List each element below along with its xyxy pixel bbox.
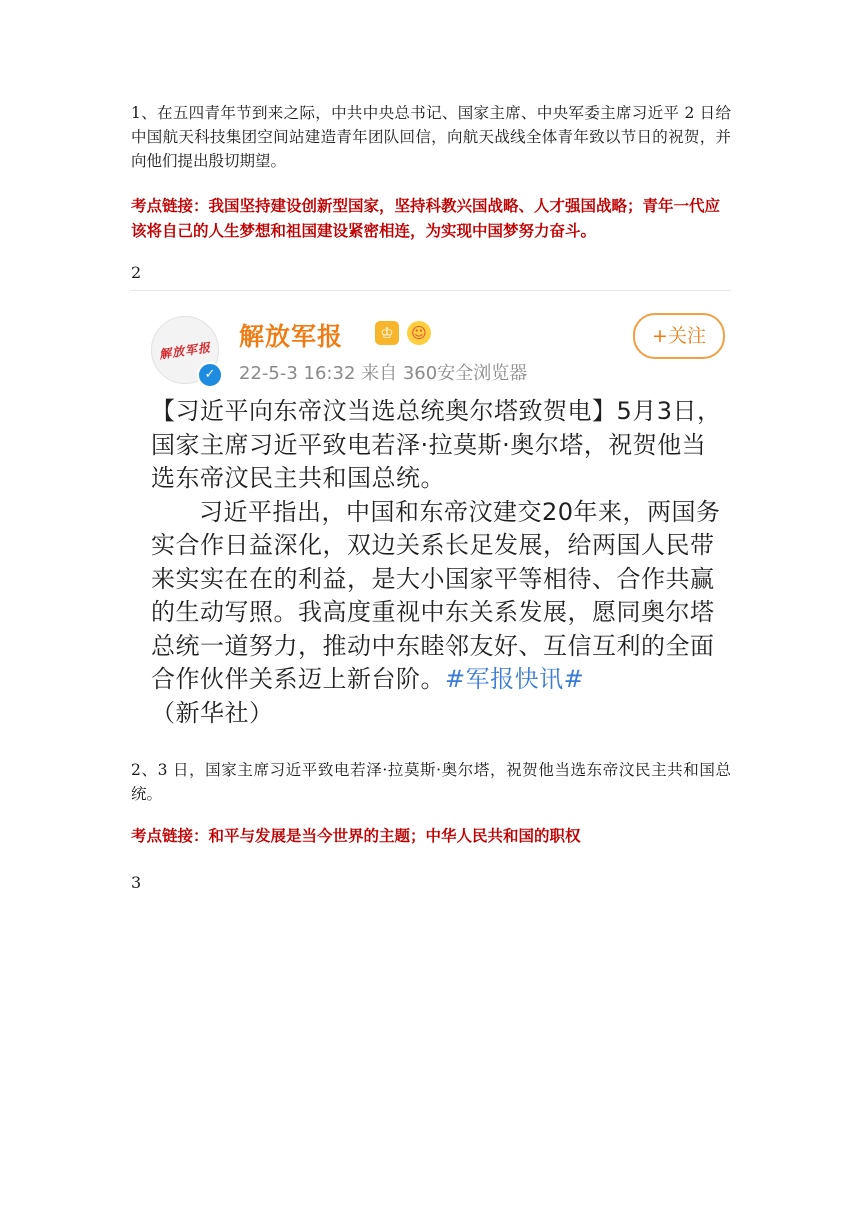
avatar-logo-text: 解放军报	[158, 339, 212, 362]
news-item-2-text: 2、3 日，国家主席习近平致电若泽·拉莫斯·奥尔塔，祝贺他当选东帝汶民主共和国总统。	[131, 761, 731, 803]
news-item-1-text: 1、在五四青年节到来之际，中共中央总书记、国家主席、中央军委主席习近平 2 日给中国航天科技集团空间站建造青年团队回信，向航天战线全体青年致以节日的祝贺，并向他们提出殷切期望。	[131, 104, 731, 170]
kaodian-link-2: 考点链接：和平与发展是当今世界的主题；中华人民共和国的职权	[131, 827, 581, 845]
post-paragraph-2-text: 习近平指出，中国和东帝汶建交20年来，两国务实合作日益深化，双边关系长足发展，给两国人民带来实实在在的利益，是大小国家平等相待、合作共赢的生动写照。我高度重视中东关系发展，愿同奥尔塔总统一道努力，推动中东睦邻友好、互信互利的全面合作伙伴关系迈上新台阶。	[151, 497, 721, 693]
post-body	[151, 395, 723, 730]
account-name: 解放军报	[239, 322, 344, 351]
kaodian-link-1: 考点链接：我国坚持建设创新型国家，坚持科教兴国战略、人才强国战略；青年一代应该将自己的人生梦想和祖国建设紧密相连，为实现中国梦努力奋斗。	[131, 197, 721, 240]
post-paragraph-1: 【习近平向东帝汶当选总统奥尔塔致贺电】5月3日，国家主席习近平致电若泽·拉莫斯·奥尔塔，祝贺他当选东帝汶民主共和国总统。	[151, 397, 722, 492]
post-source: （新华社）	[151, 698, 274, 727]
crown-badge-icon: ♔	[375, 321, 399, 345]
follow-button[interactable]: +关注	[633, 313, 725, 359]
hashtag-link[interactable]: #军报快讯#	[445, 665, 585, 693]
section-number-2: 2	[131, 263, 142, 282]
weibo-post-screenshot	[131, 291, 731, 751]
verified-check-icon: ✓	[197, 362, 223, 388]
section-number-3: 3	[131, 873, 142, 892]
post-paragraph-2	[151, 496, 723, 697]
post-meta: 22-5-3 16:32 来自 360安全浏览器	[239, 363, 528, 384]
emoji-badge-icon: ☺	[407, 321, 431, 345]
